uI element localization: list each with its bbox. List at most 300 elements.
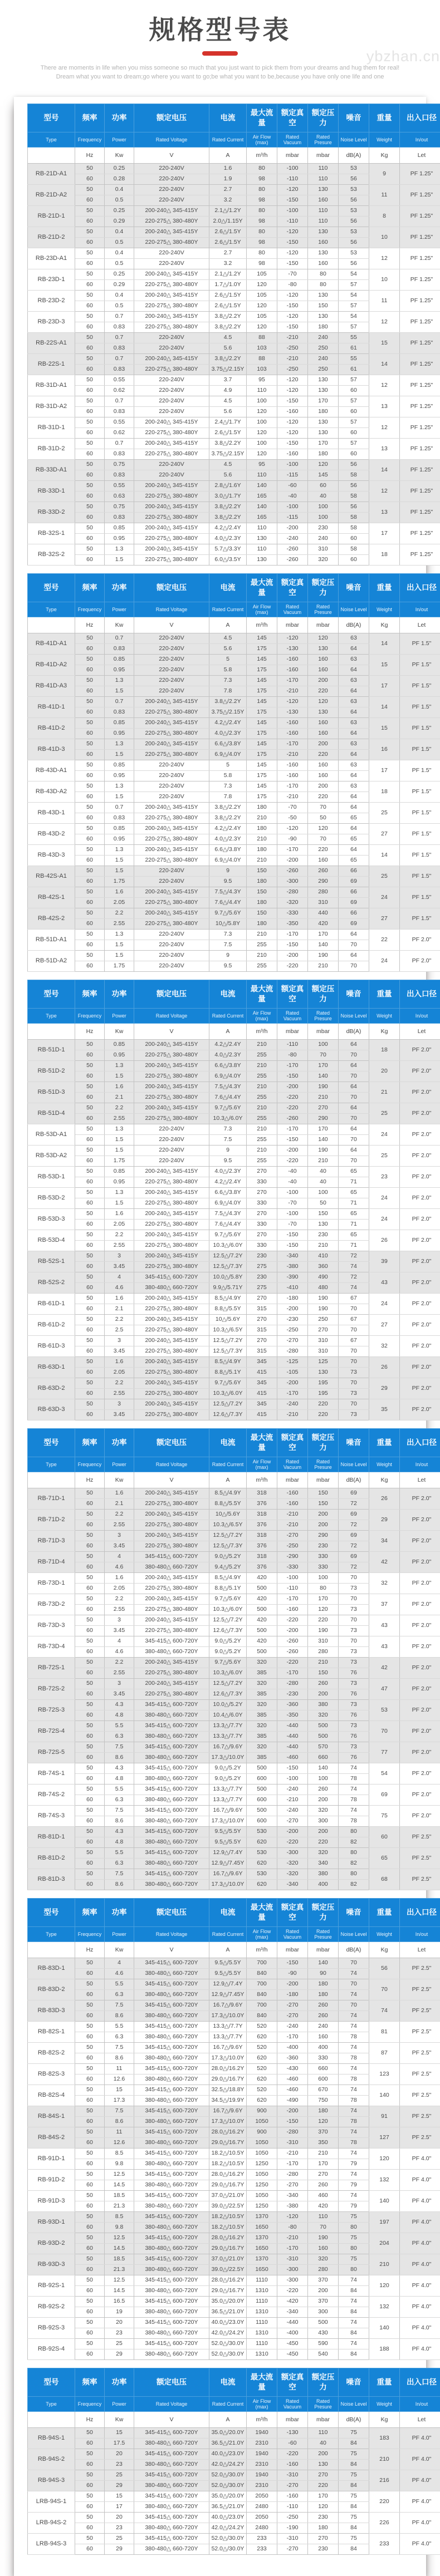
cell-in-out: PF 4.0" bbox=[400, 2191, 440, 2212]
cell-rated-vacuum: -110 bbox=[277, 1040, 308, 1050]
cell-air-flow: 175 bbox=[247, 729, 277, 739]
cell-rated-voltage: 380-480△ 660-720Y bbox=[134, 1969, 209, 1979]
cell-air-flow: 80 bbox=[247, 248, 277, 259]
cell-rated-vacuum: -260 bbox=[277, 1114, 308, 1124]
cell-model: RB-92S-4 bbox=[28, 2339, 75, 2360]
cell-rated-current: 10.3△/6.0Y bbox=[209, 1668, 247, 1679]
cell-frequency: 60 bbox=[75, 834, 105, 845]
cell-weight: 39 bbox=[369, 1251, 400, 1272]
cell-rated-voltage: 200-240△ 345-415Y bbox=[134, 206, 209, 217]
col-subheader-frequency: Frequency bbox=[75, 1457, 105, 1472]
col-subheader-rated-vacuum: Rated Vacuum bbox=[277, 1457, 308, 1472]
cell-air-flow: 210 bbox=[247, 1061, 277, 1071]
cell-noise: 70 bbox=[339, 1304, 369, 1315]
cell-rated-pressure: 70 bbox=[308, 834, 339, 845]
cell-rated-vacuum: -100 bbox=[277, 502, 308, 513]
cell-rated-vacuum: -100 bbox=[277, 1774, 308, 1784]
cell-rated-vacuum: -270 bbox=[277, 1531, 308, 1541]
table-row bbox=[28, 2318, 440, 2328]
cell-model: RB-72S-5 bbox=[28, 1742, 75, 1763]
cell-rated-voltage: 345-415△ 600-720Y bbox=[134, 2449, 209, 2460]
cell-air-flow: 145 bbox=[247, 676, 277, 686]
cell-model: RB-22S-1 bbox=[28, 354, 75, 375]
cell-air-flow: 210 bbox=[247, 1082, 277, 1093]
cell-rated-pressure: 130 bbox=[308, 312, 339, 322]
cell-frequency: 60 bbox=[75, 1050, 105, 1061]
cell-rated-current: 7.3 bbox=[209, 930, 247, 940]
cell-rated-vacuum: -150 bbox=[277, 439, 308, 449]
cell-rated-voltage: 220-275△ 380-480Y bbox=[134, 1177, 209, 1188]
cell-rated-voltage: 220-240V bbox=[134, 164, 209, 174]
table-row bbox=[28, 1869, 440, 1880]
cell-noise: 70 bbox=[339, 1399, 369, 1410]
col-header-rated-pressure: 额定压力 bbox=[308, 2368, 339, 2397]
cell-rated-current: 17.3△/10.0Y bbox=[209, 2117, 247, 2127]
cell-rated-pressure: 330 bbox=[308, 2053, 339, 2064]
page-header bbox=[0, 0, 440, 97]
cell-air-flow: 700 bbox=[247, 2000, 277, 2011]
cell-rated-vacuum: -220 bbox=[277, 961, 308, 972]
cell-rated-current: 9.7△/5.6Y bbox=[209, 1658, 247, 1668]
cell-rated-current: 12.5△/7.2Y bbox=[209, 1251, 247, 1262]
cell-frequency: 60 bbox=[75, 919, 105, 930]
cell-rated-current: 10△/5.6Y bbox=[209, 1510, 247, 1520]
cell-rated-current: 18.2△/10.5Y bbox=[209, 2212, 247, 2223]
cell-power: 2.05 bbox=[105, 1220, 134, 1230]
cell-rated-pressure: 310 bbox=[308, 1336, 339, 1346]
cell-rated-voltage: 380-480△ 660-720Y bbox=[134, 2286, 209, 2297]
cell-power: 3.45 bbox=[105, 1346, 134, 1357]
cell-rated-vacuum: -220 bbox=[277, 1103, 308, 1114]
cell-rated-pressure: 370 bbox=[308, 2127, 339, 2138]
cell-noise: 75 bbox=[339, 2233, 369, 2244]
col-unit-weight: Kg bbox=[369, 1472, 400, 1488]
cell-air-flow: 900 bbox=[247, 2106, 277, 2117]
cell-rated-current: 9.5 bbox=[209, 961, 247, 972]
cell-rated-current: 12.5△/7.3Y bbox=[209, 1262, 247, 1272]
cell-rated-current: 3.8△/2.2Y bbox=[209, 322, 247, 333]
cell-power: 0.95 bbox=[105, 1050, 134, 1061]
cell-rated-current: 13.3△/7.7Y bbox=[209, 2022, 247, 2032]
cell-air-flow: 255 bbox=[247, 1050, 277, 1061]
col-header-noise: 噪音 bbox=[339, 1429, 369, 1457]
cell-rated-current: 52.0△/30.0Y bbox=[209, 2481, 247, 2491]
cell-power: 7.5 bbox=[105, 1806, 134, 1816]
cell-frequency: 50 bbox=[75, 1040, 105, 1050]
cell-rated-vacuum: -120 bbox=[277, 248, 308, 259]
cell-rated-vacuum: -150 bbox=[277, 1958, 308, 1969]
cell-rated-current: 3.8△/2.2Y bbox=[209, 813, 247, 824]
cell-air-flow: 2310 bbox=[247, 2460, 277, 2470]
cell-rated-voltage: 220-240V bbox=[134, 951, 209, 961]
cell-power: 0.5 bbox=[105, 195, 134, 206]
table-row bbox=[28, 2449, 440, 2460]
table-row bbox=[28, 1763, 440, 1774]
cell-frequency: 60 bbox=[75, 2032, 105, 2043]
cell-frequency: 50 bbox=[75, 1869, 105, 1880]
cell-air-flow: 330 bbox=[247, 1220, 277, 1230]
cell-rated-pressure: 190 bbox=[308, 951, 339, 961]
cell-rated-current: 8.8△/5.5Y bbox=[209, 1304, 247, 1315]
col-subheader-frequency: Frequency bbox=[75, 1009, 105, 1024]
cell-noise: 64 bbox=[339, 1146, 369, 1156]
cell-rated-current: 17.3△/10.0Y bbox=[209, 2011, 247, 2022]
cell-noise: 74 bbox=[339, 2043, 369, 2053]
cell-rated-pressure: 170 bbox=[308, 439, 339, 449]
table-row bbox=[28, 502, 440, 513]
cell-air-flow: 180 bbox=[247, 898, 277, 908]
cell-weight: 42 bbox=[369, 1552, 400, 1573]
cell-noise: 65 bbox=[339, 1188, 369, 1198]
cell-model: RB-52S-1 bbox=[28, 1251, 75, 1272]
col-unit-rated-current: A bbox=[209, 1024, 247, 1040]
col-unit-rated-vacuum: mbar bbox=[277, 1472, 308, 1488]
col-header-model: 型号 bbox=[28, 2368, 75, 2397]
cell-in-out: PF 2.5" bbox=[400, 1869, 440, 1890]
cell-rated-pressure: 120 bbox=[308, 824, 339, 834]
col-header-air-flow: 最大流量 bbox=[247, 2368, 277, 2397]
cell-rated-vacuum: -70 bbox=[277, 1220, 308, 1230]
cell-model: RB-31D-A2 bbox=[28, 396, 75, 417]
cell-rated-voltage: 200-240△ 345-415Y bbox=[134, 1188, 209, 1198]
table-row bbox=[28, 1721, 440, 1732]
cell-frequency: 50 bbox=[75, 1806, 105, 1816]
cell-rated-current: 2.6△/1.5Y bbox=[209, 301, 247, 312]
table-row bbox=[28, 291, 440, 301]
cell-rated-current: 12.5△/7.3Y bbox=[209, 1346, 247, 1357]
cell-rated-vacuum: -320 bbox=[277, 1859, 308, 1869]
cell-rated-current: 36.5△/21.0Y bbox=[209, 2307, 247, 2318]
cell-frequency: 50 bbox=[75, 803, 105, 813]
cell-frequency: 50 bbox=[75, 1230, 105, 1241]
cell-rated-pressure: 250 bbox=[308, 343, 339, 354]
cell-rated-pressure: 320 bbox=[308, 1806, 339, 1816]
cell-power: 1.5 bbox=[105, 555, 134, 566]
cell-weight: 87 bbox=[369, 2043, 400, 2064]
cell-rated-current: 5.6 bbox=[209, 407, 247, 417]
cell-air-flow: 530 bbox=[247, 1869, 277, 1880]
cell-in-out: PF 2.0" bbox=[400, 1636, 440, 1658]
cell-rated-voltage: 220-240V bbox=[134, 470, 209, 481]
cell-noise: 70 bbox=[339, 1573, 369, 1584]
cell-rated-pressure: 200 bbox=[308, 2286, 339, 2297]
cell-air-flow: 1370 bbox=[247, 2254, 277, 2265]
cell-rated-voltage: 220-275△ 380-480Y bbox=[134, 1520, 209, 1531]
cell-power: 21.3 bbox=[105, 2201, 134, 2212]
col-subheader-frequency: Frequency bbox=[75, 132, 105, 148]
cell-weight: 13 bbox=[369, 396, 400, 417]
col-unit-power: Kw bbox=[105, 148, 134, 164]
cell-rated-pressure: 300 bbox=[308, 1816, 339, 1827]
cell-air-flow: 840 bbox=[247, 1969, 277, 1979]
cell-rated-voltage: 200-240△ 345-415Y bbox=[134, 739, 209, 750]
cell-in-out: PF 1.25" bbox=[400, 248, 440, 269]
cell-power: 1.6 bbox=[105, 1488, 134, 1499]
cell-rated-current: 4.2△/2.4Y bbox=[209, 718, 247, 729]
col-unit-power: Kw bbox=[105, 2412, 134, 2428]
table-row bbox=[28, 439, 440, 449]
cell-noise: 64 bbox=[339, 803, 369, 813]
col-unit-rated-vacuum: mbar bbox=[277, 2412, 308, 2428]
cell-power: 0.83 bbox=[105, 322, 134, 333]
cell-rated-voltage: 200-240△ 345-415Y bbox=[134, 481, 209, 491]
cell-rated-vacuum: -200 bbox=[277, 1626, 308, 1636]
cell-model: RB-71D-2 bbox=[28, 1510, 75, 1531]
col-subheader-power: Power bbox=[105, 1927, 134, 1942]
cell-in-out: PF 2.0" bbox=[400, 1700, 440, 1721]
cell-rated-voltage: 200-240△ 345-415Y bbox=[134, 1294, 209, 1304]
cell-rated-vacuum: -160 bbox=[277, 718, 308, 729]
cell-rated-current: 7.5△/4.3Y bbox=[209, 1209, 247, 1220]
cell-rated-vacuum: -200 bbox=[277, 1082, 308, 1093]
cell-noise: 75 bbox=[339, 2254, 369, 2265]
cell-in-out: PF 4.0" bbox=[400, 2513, 440, 2534]
cell-frequency: 50 bbox=[75, 2022, 105, 2032]
cell-weight: 34 bbox=[369, 1531, 400, 1552]
col-unit-rated-current: A bbox=[209, 1942, 247, 1958]
cell-rated-current: 3.8△/2.2Y bbox=[209, 697, 247, 707]
cell-rated-vacuum: -350 bbox=[277, 919, 308, 930]
cell-rated-voltage: 200-240△ 345-415Y bbox=[134, 1658, 209, 1668]
cell-power: 1.5 bbox=[105, 792, 134, 803]
cell-frequency: 60 bbox=[75, 2544, 105, 2555]
cell-rated-pressure: 80 bbox=[308, 280, 339, 291]
cell-in-out: PF 2.0" bbox=[400, 1294, 440, 1315]
cell-model: RB-53D-2 bbox=[28, 1188, 75, 1209]
cell-power: 29 bbox=[105, 2481, 134, 2491]
cell-rated-vacuum: -60 bbox=[277, 481, 308, 491]
cell-in-out: PF 2.0" bbox=[400, 1763, 440, 1784]
cell-rated-voltage: 380-480△ 660-720Y bbox=[134, 1837, 209, 1848]
cell-power: 12.6 bbox=[105, 2138, 134, 2149]
cell-noise: 57 bbox=[339, 375, 369, 386]
cell-frequency: 50 bbox=[75, 1272, 105, 1283]
cell-weight: 22 bbox=[369, 930, 400, 951]
cell-rated-pressure: 200 bbox=[308, 1520, 339, 1531]
cell-rated-current: 9.5 bbox=[209, 877, 247, 887]
cell-power: 5.5 bbox=[105, 1979, 134, 1990]
cell-rated-vacuum: -310 bbox=[277, 2254, 308, 2265]
cell-power: 0.95 bbox=[105, 834, 134, 845]
cell-model: RB-32S-1 bbox=[28, 523, 75, 544]
cell-in-out: PF 1.25" bbox=[400, 502, 440, 523]
cell-air-flow: 1370 bbox=[247, 2212, 277, 2223]
cell-frequency: 60 bbox=[75, 470, 105, 481]
cell-frequency: 60 bbox=[75, 1520, 105, 1531]
cell-rated-voltage: 220-240V bbox=[134, 1124, 209, 1135]
col-header-weight: 重量 bbox=[369, 1429, 400, 1457]
cell-in-out: PF 2.0" bbox=[400, 1251, 440, 1272]
cell-frequency: 60 bbox=[75, 1156, 105, 1167]
cell-rated-vacuum: -160 bbox=[277, 1488, 308, 1499]
cell-power: 2.55 bbox=[105, 919, 134, 930]
cell-in-out: PF 4.0" bbox=[400, 2170, 440, 2191]
cell-rated-vacuum: -210 bbox=[277, 750, 308, 760]
cell-rated-vacuum: -300 bbox=[277, 1848, 308, 1859]
cell-power: 2.05 bbox=[105, 1368, 134, 1378]
col-unit-frequency: Hz bbox=[75, 1472, 105, 1488]
cell-rated-current: 3.75△/2.15Y bbox=[209, 365, 247, 375]
cell-frequency: 50 bbox=[75, 460, 105, 470]
cell-power: 5.5 bbox=[105, 1784, 134, 1795]
col-header-noise: 噪音 bbox=[339, 2368, 369, 2397]
cell-rated-pressure: 370 bbox=[308, 2275, 339, 2286]
cell-power: 2.2 bbox=[105, 1103, 134, 1114]
col-unit-rated-voltage: V bbox=[134, 617, 209, 633]
cell-rated-current: 12.9△/7.4Y bbox=[209, 1848, 247, 1859]
cell-frequency: 60 bbox=[75, 555, 105, 566]
cell-rated-vacuum: -115 bbox=[277, 470, 308, 481]
cell-rated-vacuum: -150 bbox=[277, 396, 308, 407]
cell-power: 7.5 bbox=[105, 2106, 134, 2117]
cell-rated-pressure: 160 bbox=[308, 718, 339, 729]
cell-noise: 53 bbox=[339, 248, 369, 259]
cell-power: 0.85 bbox=[105, 655, 134, 665]
cell-rated-pressure: 70 bbox=[308, 803, 339, 813]
cell-noise: 84 bbox=[339, 2523, 369, 2534]
cell-power: 1.5 bbox=[105, 750, 134, 760]
cell-rated-voltage: 345-415△ 600-720Y bbox=[134, 1700, 209, 1710]
cell-air-flow: 840 bbox=[247, 2011, 277, 2022]
spec-table-6 bbox=[27, 2368, 440, 2555]
cell-air-flow: 1250 bbox=[247, 2159, 277, 2170]
cell-air-flow: 1250 bbox=[247, 2201, 277, 2212]
cell-rated-voltage: 220-275△ 380-480Y bbox=[134, 898, 209, 908]
cell-rated-voltage: 380-480△ 660-720Y bbox=[134, 2244, 209, 2254]
cell-weight: 68 bbox=[369, 1869, 400, 1890]
cell-rated-current: 16.7△/9.6Y bbox=[209, 2000, 247, 2011]
cell-air-flow: 530 bbox=[247, 1827, 277, 1837]
cell-model: RB-33D-A1 bbox=[28, 460, 75, 481]
cell-rated-voltage: 200-240△ 345-415Y bbox=[134, 1103, 209, 1114]
col-subheader-rated-current: Rated Current bbox=[209, 132, 247, 148]
cell-noise: 80 bbox=[339, 2244, 369, 2254]
cell-rated-voltage: 345-415△ 600-720Y bbox=[134, 1636, 209, 1647]
table-row bbox=[28, 460, 440, 470]
cell-rated-pressure: 140 bbox=[308, 1958, 339, 1969]
col-header-rated-pressure: 额定压力 bbox=[308, 104, 339, 132]
table-row bbox=[28, 1594, 440, 1605]
cell-frequency: 60 bbox=[75, 707, 105, 718]
cell-frequency: 50 bbox=[75, 739, 105, 750]
table-row bbox=[28, 2106, 440, 2117]
cell-rated-pressure: 540 bbox=[308, 2349, 339, 2360]
cell-rated-vacuum: -220 bbox=[277, 2286, 308, 2297]
cell-power: 1.75 bbox=[105, 1156, 134, 1167]
col-unit-rated-voltage: V bbox=[134, 1942, 209, 1958]
cell-rated-vacuum: -210 bbox=[277, 792, 308, 803]
cell-rated-pressure: 120 bbox=[308, 1605, 339, 1615]
col-unit-weight: Kg bbox=[369, 1024, 400, 1040]
cell-rated-current: 12.5△/7.2Y bbox=[209, 1615, 247, 1626]
col-header-noise: 噪音 bbox=[339, 1899, 369, 1927]
cell-rated-voltage: 345-415△ 600-720Y bbox=[134, 2170, 209, 2180]
cell-air-flow: 320 bbox=[247, 1742, 277, 1753]
cell-rated-pressure: 100 bbox=[308, 1774, 339, 1784]
cell-rated-pressure: 200 bbox=[308, 781, 339, 792]
cell-noise: 74 bbox=[339, 1763, 369, 1774]
col-unit-rated-current: A bbox=[209, 2412, 247, 2428]
cell-rated-pressure: 100 bbox=[308, 1573, 339, 1584]
spec-table-4 bbox=[27, 1428, 440, 1890]
cell-rated-vacuum: -150 bbox=[277, 195, 308, 206]
table-row bbox=[28, 1272, 440, 1283]
cell-noise: 84 bbox=[339, 2349, 369, 2360]
cell-frequency: 60 bbox=[75, 2481, 105, 2491]
cell-power: 0.25 bbox=[105, 269, 134, 280]
cell-rated-vacuum: -440 bbox=[277, 2318, 308, 2328]
col-unit-in-out: Let bbox=[400, 1942, 440, 1958]
cell-rated-voltage: 345-415△ 600-720Y bbox=[134, 2149, 209, 2159]
cell-noise: 80 bbox=[339, 2265, 369, 2275]
cell-model: RB-51D-4 bbox=[28, 1103, 75, 1124]
cell-power: 12.5 bbox=[105, 2233, 134, 2244]
cell-rated-current: 6.9△/4.0Y bbox=[209, 750, 247, 760]
cell-air-flow: 385 bbox=[247, 1753, 277, 1763]
col-header-rated-pressure: 额定压力 bbox=[308, 1429, 339, 1457]
col-subheader-rated-pressure: Rated Presure bbox=[308, 1927, 339, 1942]
cell-frequency: 50 bbox=[75, 2170, 105, 2180]
cell-frequency: 60 bbox=[75, 665, 105, 676]
cell-power: 1.75 bbox=[105, 961, 134, 972]
cell-rated-pressure: 750 bbox=[308, 2096, 339, 2106]
col-unit-in-out: Let bbox=[400, 2412, 440, 2428]
col-unit-rated-voltage: V bbox=[134, 1024, 209, 1040]
table-row bbox=[28, 887, 440, 898]
cell-noise: 70 bbox=[339, 1636, 369, 1647]
cell-power: 0.75 bbox=[105, 460, 134, 470]
cell-noise: 56 bbox=[339, 259, 369, 269]
cell-model: RB-23D-2 bbox=[28, 291, 75, 312]
cell-air-flow: 255 bbox=[247, 1114, 277, 1124]
cell-noise: 53 bbox=[339, 185, 369, 195]
cell-rated-current: 12.9△/7.45Y bbox=[209, 1990, 247, 2000]
cell-air-flow: 318 bbox=[247, 1531, 277, 1541]
cell-air-flow: 120 bbox=[247, 280, 277, 291]
cell-model: RB-53D-3 bbox=[28, 1209, 75, 1230]
col-subheader-noise: Noise Level bbox=[339, 1927, 369, 1942]
cell-rated-pressure: 180 bbox=[308, 2523, 339, 2534]
col-subheader-air-flow: Air Flow (max) bbox=[247, 602, 277, 617]
cell-in-out: PF 1.25" bbox=[400, 206, 440, 227]
cell-frequency: 50 bbox=[75, 1399, 105, 1410]
cell-air-flow: 110 bbox=[247, 544, 277, 555]
col-unit-rated-pressure: mbar bbox=[308, 148, 339, 164]
cell-noise: 78 bbox=[339, 2117, 369, 2127]
cell-rated-current: 28.0△/16.2Y bbox=[209, 2127, 247, 2138]
cell-frequency: 50 bbox=[75, 2191, 105, 2201]
cell-in-out: PF 1.25" bbox=[400, 460, 440, 481]
cell-rated-current: 3.8△/2.2Y bbox=[209, 354, 247, 365]
cell-rated-current: 4.0△/2.3Y bbox=[209, 834, 247, 845]
cell-weight: 26 bbox=[369, 1488, 400, 1510]
cell-rated-vacuum: -270 bbox=[277, 1336, 308, 1346]
cell-air-flow: 88 bbox=[247, 333, 277, 343]
cell-rated-pressure: 200 bbox=[308, 1689, 339, 1700]
cell-weight: 12 bbox=[369, 248, 400, 269]
table-row bbox=[28, 2513, 440, 2523]
cell-rated-current: 6.9△/4.0Y bbox=[209, 1198, 247, 1209]
cell-rated-current: 2.6△/1.5Y bbox=[209, 227, 247, 238]
cell-air-flow: 210 bbox=[247, 951, 277, 961]
cell-rated-pressure: 240 bbox=[308, 534, 339, 544]
cell-rated-vacuum: -200 bbox=[277, 951, 308, 961]
cell-model: RB-83D-1 bbox=[28, 1958, 75, 1979]
cell-rated-current: 8.5△/4.9Y bbox=[209, 1488, 247, 1499]
cell-noise: 63 bbox=[339, 739, 369, 750]
cell-rated-current: 9.5△/5.5Y bbox=[209, 1837, 247, 1848]
cell-air-flow: 130 bbox=[247, 555, 277, 566]
